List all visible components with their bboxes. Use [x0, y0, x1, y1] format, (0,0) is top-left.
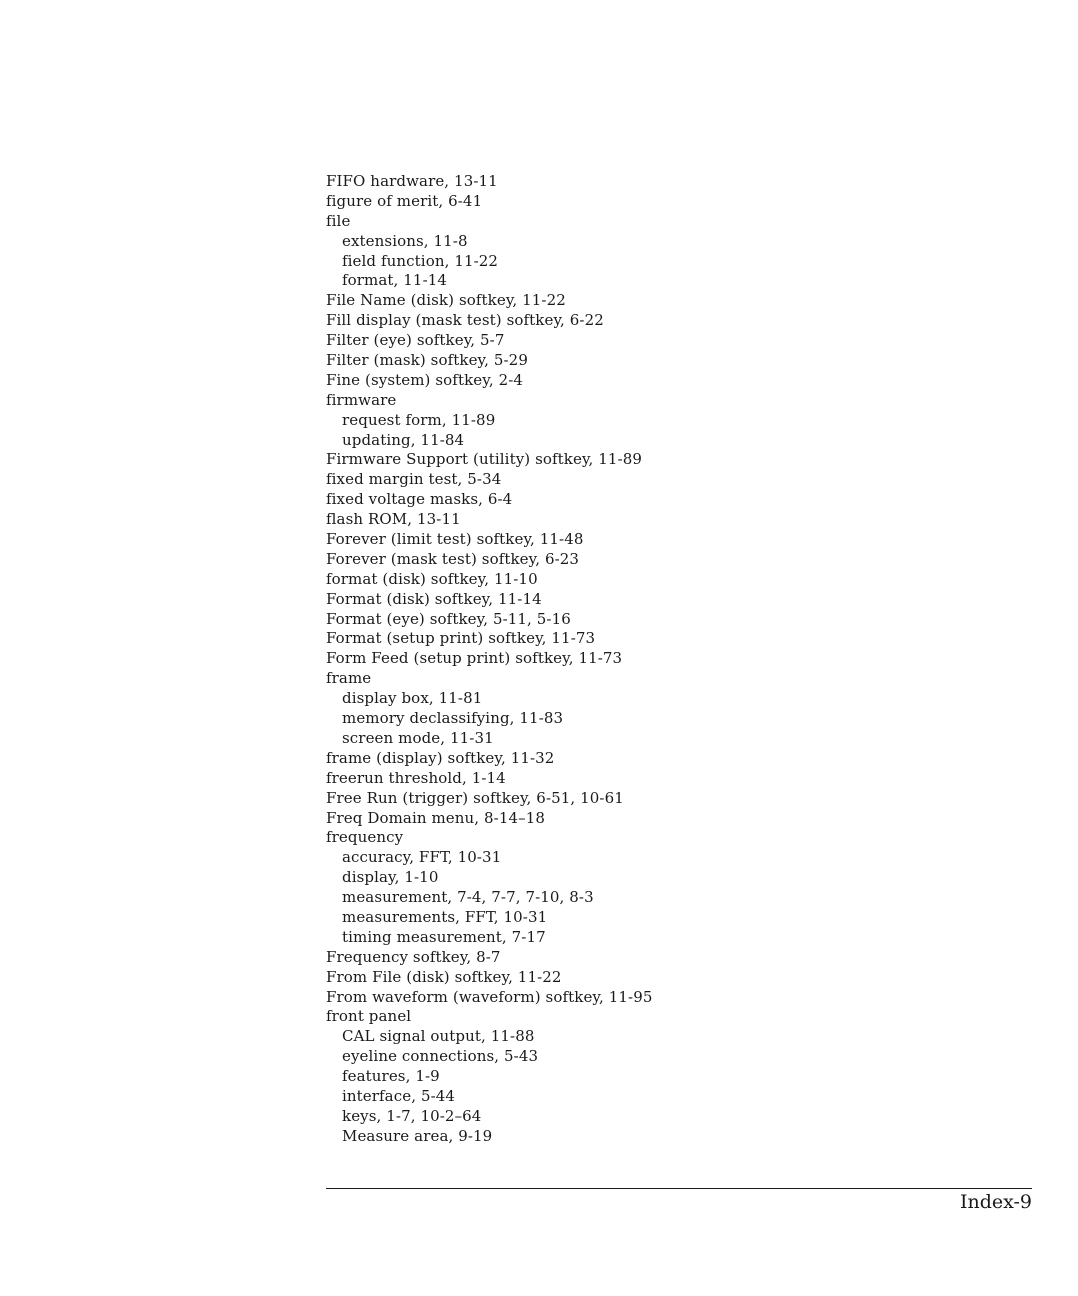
index-subentry: memory declassifying, 11-83 — [342, 709, 564, 728]
index-subentry: screen mode, 11-31 — [342, 728, 494, 747]
index-entry: flash ROM, 13-11 — [326, 510, 461, 529]
index-entry: Frequency softkey, 8-7 — [326, 947, 501, 966]
index-entry: fixed margin test, 5-34 — [326, 470, 502, 489]
index-entry: From File (disk) softkey, 11-22 — [326, 967, 562, 986]
index-entry: Fine (system) softkey, 2-4 — [326, 370, 524, 389]
index-entry: Firmware Support (utility) softkey, 11-89 — [326, 450, 643, 469]
index-subentry: interface, 5-44 — [342, 1086, 456, 1105]
index-entry-list — [326, 172, 653, 1147]
index-entry: Format (disk) softkey, 11-14 — [326, 589, 542, 608]
index-entry: Forever (limit test) softkey, 11-48 — [326, 530, 584, 549]
index-subentry: keys, 1-7, 10-2–64 — [342, 1106, 482, 1125]
index-subentry: extensions, 11-8 — [342, 231, 468, 250]
index-subentry: measurement, 7-4, 7-7, 7-10, 8-3 — [342, 888, 594, 907]
footer-divider — [326, 1188, 1032, 1189]
index-subentry: Measure area, 9-19 — [342, 1126, 493, 1145]
index-entry: FIFO hardware, 13-11 — [326, 172, 498, 190]
index-entry: Format (eye) softkey, 5-11, 5-16 — [326, 609, 571, 628]
index-subentry: measurements, FFT, 10-31 — [342, 907, 548, 926]
index-entry: File Name (disk) softkey, 11-22 — [326, 291, 566, 310]
index-subentry: display box, 11-81 — [342, 689, 483, 708]
index-entry: Filter (mask) softkey, 5-29 — [326, 351, 528, 370]
page-number: Index-9 — [959, 1191, 1032, 1213]
index-subentry: field function, 11-22 — [342, 251, 499, 270]
index-subentry: features, 1-9 — [342, 1067, 440, 1086]
index-entry: frequency — [326, 828, 404, 847]
index-entry: Forever (mask test) softkey, 6-23 — [326, 549, 580, 568]
index-subentry: updating, 11-84 — [342, 430, 465, 449]
index-entry: frame — [326, 669, 372, 688]
index-entry: fixed voltage masks, 6-4 — [326, 490, 513, 509]
index-entry: figure of merit, 6-41 — [326, 191, 483, 210]
index-entry: Free Run (trigger) softkey, 6-51, 10-61 — [326, 788, 624, 807]
index-entry: Form Feed (setup print) softkey, 11-73 — [326, 649, 623, 668]
index-entry: Freq Domain menu, 8-14–18 — [326, 808, 546, 827]
index-subentry: request form, 11-89 — [342, 410, 496, 429]
index-subentry: display, 1-10 — [342, 868, 439, 887]
index-entry: front panel — [326, 1007, 412, 1026]
index-subentry: accuracy, FFT, 10-31 — [342, 848, 502, 867]
index-entry: frame (display) softkey, 11-32 — [326, 748, 555, 767]
index-entry: file — [326, 211, 351, 230]
index-entry: firmware — [326, 390, 397, 409]
index-entry: From waveform (waveform) softkey, 11-95 — [326, 987, 653, 1006]
index-subentry: format, 11-14 — [342, 271, 448, 290]
index-entry: Filter (eye) softkey, 5-7 — [326, 331, 505, 350]
index-subentry: eyeline connections, 5-43 — [342, 1047, 539, 1066]
index-entry: freerun threshold, 1-14 — [326, 768, 506, 787]
index-entry: format (disk) softkey, 11-10 — [326, 569, 538, 588]
index-subentry: timing measurement, 7-17 — [342, 927, 546, 946]
index-entry: Format (setup print) softkey, 11-73 — [326, 629, 596, 648]
index-entry: Fill display (mask test) softkey, 6-22 — [326, 311, 604, 330]
index-subentry: CAL signal output, 11-88 — [342, 1027, 535, 1046]
